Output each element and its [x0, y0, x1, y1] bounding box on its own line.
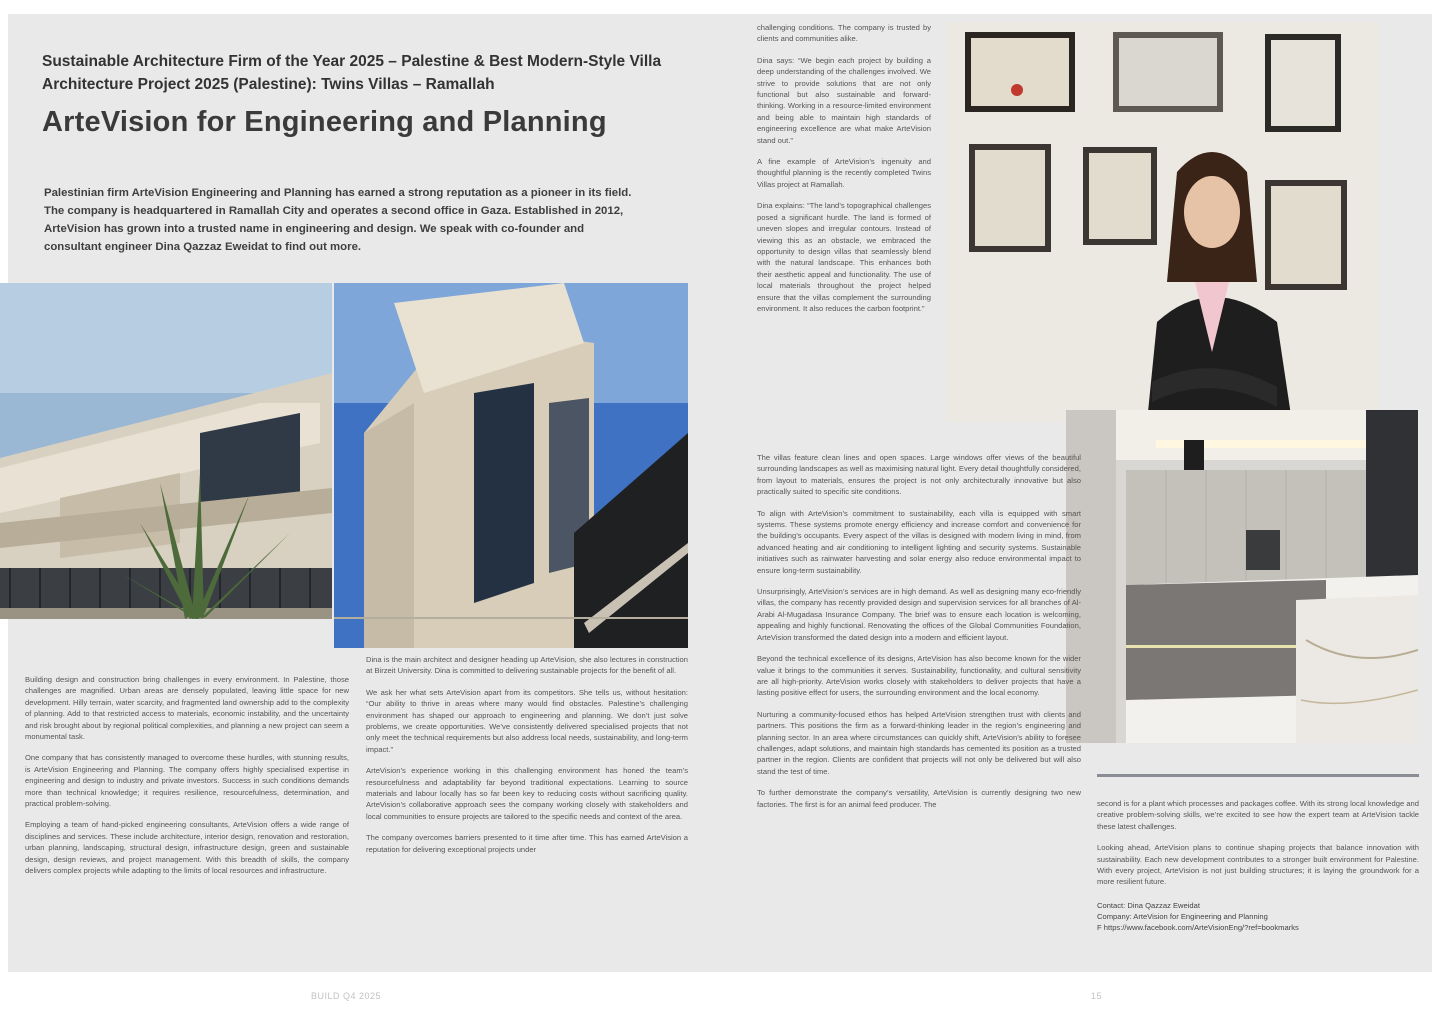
page-number: 15 — [1091, 991, 1103, 1001]
villa-photo-right — [334, 283, 688, 648]
body-column-3 — [757, 22, 931, 324]
intro-paragraph: Palestinian firm ArteVision Engineering and Planning has earned a strong reputation as a pioneer in its field. The company is headquartered in Ramallah City and operates a second office in Gaza. Established in 2012, ArteVision has grown into a trusted name in engineering and design. We speak with co-founder and consultant engineer Dina Qazzaz Eweidat to find out more. — [44, 187, 632, 253]
section-divider — [1097, 774, 1419, 777]
contact-company: Company: ArteVision for Engineering and Planning — [1097, 911, 1268, 921]
paragraph: We ask her what sets ArteVision apart from its competitors. She tells us, without hesitation: “Our ability to thrive in areas where many would find obstacles. Palestine’s challenging environment has shaped our approach to engineering and planning. We don’t just solve problems, we create opportunities. We’ve consistently delivered specialised projects that not only meet the technical requirements but also address local needs, sustainability, and long-term impact.” — [366, 687, 688, 754]
body-column-5 — [1097, 798, 1419, 933]
contact-name: Contact: Dina Qazzaz Eweidat — [1097, 900, 1200, 910]
paragraph: Dina is the main architect and designer heading up ArteVision, she also lectures in construction at Birzeit University. Dina is committed to delivering sustainable projects for the benefit of all. — [366, 655, 688, 676]
paragraph: Nurturing a community-focused ethos has helped ArteVision strengthen trust with clients and partners. This positions the firm as a forward-thinking leader in the region’s engineering and planning sector. In an area where circumstances can quickly shift, ArteVision’s ability to foresee challenges, adapt solutions, and maintain high standards has cemented its position as a trusted partner in the region. Clients are confident that projects will not only be delivered but will also stand the test of time. — [757, 709, 1081, 776]
paragraph: Dina says: “We begin each project by building a deep understanding of the challenges involved. We strive to provide solutions that are not only functional but also sustainable and forward-thinking. Working in a resource-limited environment and being able to maintain high standards of engineering excellence are what make ArteVision stand out.” — [757, 55, 931, 145]
paragraph: Looking ahead, ArteVision plans to continue shaping projects that balance innovation with sustainability. Each new development contributes to a stronger built environment for Palestine. With every project, ArteVision is not just building structures; it is laying the groundwork for a more resilient future. — [1097, 843, 1419, 887]
paragraph: To further demonstrate the company’s versatility, ArteVision is currently designing two new factories. The first is for an animal feed producer. The — [757, 788, 1081, 809]
paragraph: Beyond the technical excellence of its designs, ArteVision has also become known for the wider value it brings to the communities it serves. Sustainability, functionality, and cultural sensitivity are all high-priority. ArteVision works closely with stakeholders to deliver projects that have a lasting positive effect for users, the surrounding environment and the local economy. — [757, 654, 1081, 698]
paragraph: The company overcomes barriers presented to it time after time. This has earned ArteVision a reputation for delivering exceptional projects under — [366, 833, 688, 854]
paragraph: ArteVision’s experience working in this challenging environment has honed the team’s resourcefulness and adaptability far beyond traditional expectations. Learning to source materials and labour locally has so far been key to reducing costs without sacrificing quality. ArteVision’s collaborative approach sees the company working closely with stakeholders and local communities to ensure projects are tailored to the specific needs and context of the area. — [366, 766, 688, 821]
portrait-photo — [947, 22, 1379, 422]
paragraph: A fine example of ArteVision’s ingenuity and thoughtful planning is the recently completed Twins Villas project at Ramallah. — [757, 157, 931, 189]
paragraph: Dina explains: “The land’s topographical challenges posed a significant hurdle. The land is formed of uneven slopes and irregular contours. Instead of viewing this as an obstacle, we embraced the opportunity to design villas that seamlessly blend with the natural landscape. This enhances both their aesthetic appeal and functionality. The use of local materials throughout the project helped ensure that the villas complement the surrounding environment. It also reduces the carbon footprint.” — [757, 201, 931, 313]
body-column-1 — [25, 674, 349, 887]
contact-block — [1097, 900, 1419, 933]
villa-photo-left — [0, 283, 332, 619]
magazine-spread — [8, 14, 1432, 972]
paragraph: challenging conditions. The company is trusted by clients and communities alike. — [757, 23, 931, 44]
paragraph: Building design and construction bring challenges in every environment. In Palestine, those challenges are magnified. Urban areas are densely populated, leaving little space for new development. Hilly terrain, water scarcity, and fragmented land ownership add to the complexity of planning. Add to that restricted access to materials, economic instability, and the uncertainty and risk brought about by regional political complexities, and planning a new project can seem a monumental task. — [25, 675, 349, 742]
paragraph: To align with ArteVision’s commitment to sustainability, each villa is equipped with smart systems. These systems promote energy efficiency and increase comfort and convenience for the building’s occupants. Every aspect of the villas is designed with modern living in mind, from advanced heating and air conditioning to intelligent lighting and security systems. Sustainable initiatives such as rainwater harvesting and solar energy also reduce environmental impact to ensure long-term sustainability. — [757, 508, 1081, 575]
kitchen-photo — [1066, 410, 1418, 743]
paragraph: second is for a plant which processes and packages coffee. With its strong local knowledge and creative problem-solving skills, we’re excited to see how the expert team at ArteVision tackle these latest challenges. — [1097, 799, 1419, 831]
paragraph: Employing a team of hand-picked engineering consultants, ArteVision offers a wide range of disciplines and services. These include architecture, interior design, renovation and restoration, urban planning, landscaping, structural design, infrastructure design, green and sustainable design, design reviews, and project management. With this breadth of skills, the company delivers complex projects while adapting to the limits of local resources and infrastructure. — [25, 820, 349, 876]
footer-issue: BUILD Q4 2025 — [311, 991, 382, 1001]
article-title: ArteVision for Engineering and Planning — [42, 106, 607, 138]
contact-facebook-link[interactable]: F https://www.facebook.com/ArteVisionEng/?ref=bookmarks — [1097, 922, 1299, 932]
body-column-2 — [366, 654, 688, 865]
award-heading: Sustainable Architecture Firm of the Year 2025 – Palestine & Best Modern-Style Villa Architecture Project 2025 (Palestine): Twins Villas – Ramallah — [42, 53, 662, 93]
paragraph: One company that has consistently managed to overcome these hurdles, with stunning results, is ArteVision Engineering and Planning. The company offers highly specialised expertise in engineering and design to industry and private investors. Success in such conditions demands more than technical knowledge; it requires resilience, resourcefulness, determination, and practical problem-solving. — [25, 753, 349, 809]
paragraph: Unsurprisingly, ArteVision’s services are in high demand. As well as designing many eco-friendly villas, the company has recently provided design and supervision services for all branches of Al-Arabi Al-Mugadasa Insurance Company. The brief was to ensure each location is welcoming, appealing and highly functional. Renovating the offices of the Global Communities Foundation, ArteVision transformed the dated design into a modern and efficient layout. — [757, 587, 1081, 642]
left-page — [8, 14, 720, 972]
paragraph: The villas feature clean lines and open spaces. Large windows offer views of the beautiful surrounding landscapes as well as maximising natural light. Every detail thoughtfully considered, from layout to materials, ensures the project is not only architecturally innovative but also practically suited to specific site conditions. — [757, 453, 1081, 497]
body-column-4 — [757, 452, 1081, 820]
